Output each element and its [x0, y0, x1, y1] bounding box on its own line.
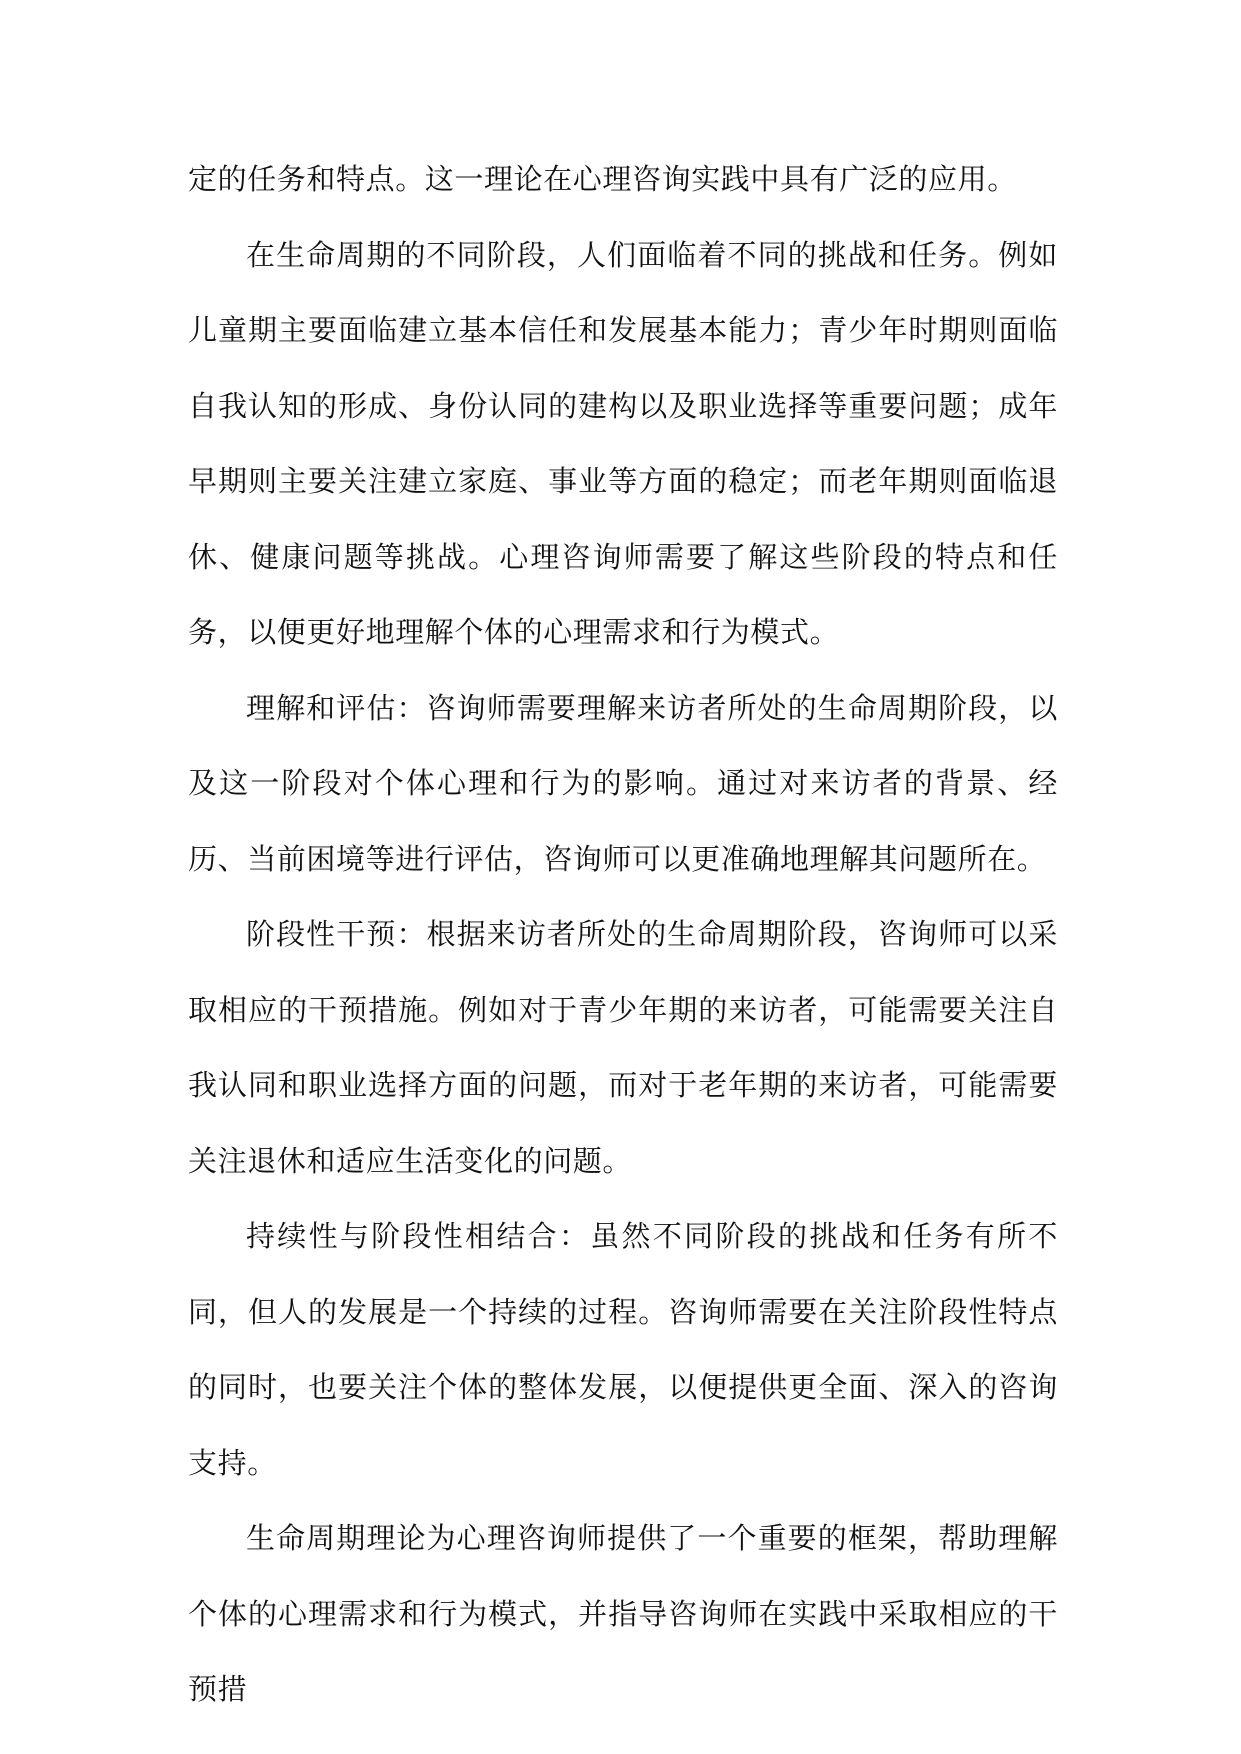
body-text — [188, 142, 1058, 1728]
paragraph-understanding-assessment: 理解和评估：咨询师需要理解来访者所处的生命周期阶段，以及这一阶段对个体心理和行为的影响。通过对来访者的背景、经历、当前困境等进行评估，咨询师可以更准确地理解其问题所在。 — [188, 690, 1058, 876]
paragraph-life-stages: 在生命周期的不同阶段，人们面临着不同的挑战和任务。例如儿童期主要面临建立基本信任和发展基本能力；青少年时期则面临自我认知的形成、身份认同的建构以及职业选择等重要问题；成年早期则主要关注建立家庭、事业等方面的稳定；而老年期则面临退休、健康问题等挑战。心理咨询师需要了解这些阶段的特点和任务，以便更好地理解个体的心理需求和行为模式。 — [188, 237, 1058, 649]
paragraph-continuity-and-stages: 持续性与阶段性相结合：虽然不同阶段的挑战和任务有所不同，但人的发展是一个持续的过程。咨询师需要在关注阶段性特点的同时，也要关注个体的整体发展，以便提供更全面、深入的咨询支持。 — [188, 1219, 1058, 1480]
paragraph-framework-summary: 生命周期理论为心理咨询师提供了一个重要的框架，帮助理解个体的心理需求和行为模式，并指导咨询师在实践中采取相应的干预措 — [188, 1521, 1058, 1706]
paragraph-continuation: 定的任务和特点。这一理论在心理咨询实践中具有广泛的应用。 — [188, 162, 1017, 196]
paragraph-stage-intervention: 阶段性干预：根据来访者所处的生命周期阶段，咨询师可以采取相应的干预措施。例如对于青少年期的来访者，可能需要关注自我认同和职业选择方面的问题，而对于老年期的来访者，可能需要关注退休和适应生活变化的问题。 — [188, 917, 1058, 1178]
